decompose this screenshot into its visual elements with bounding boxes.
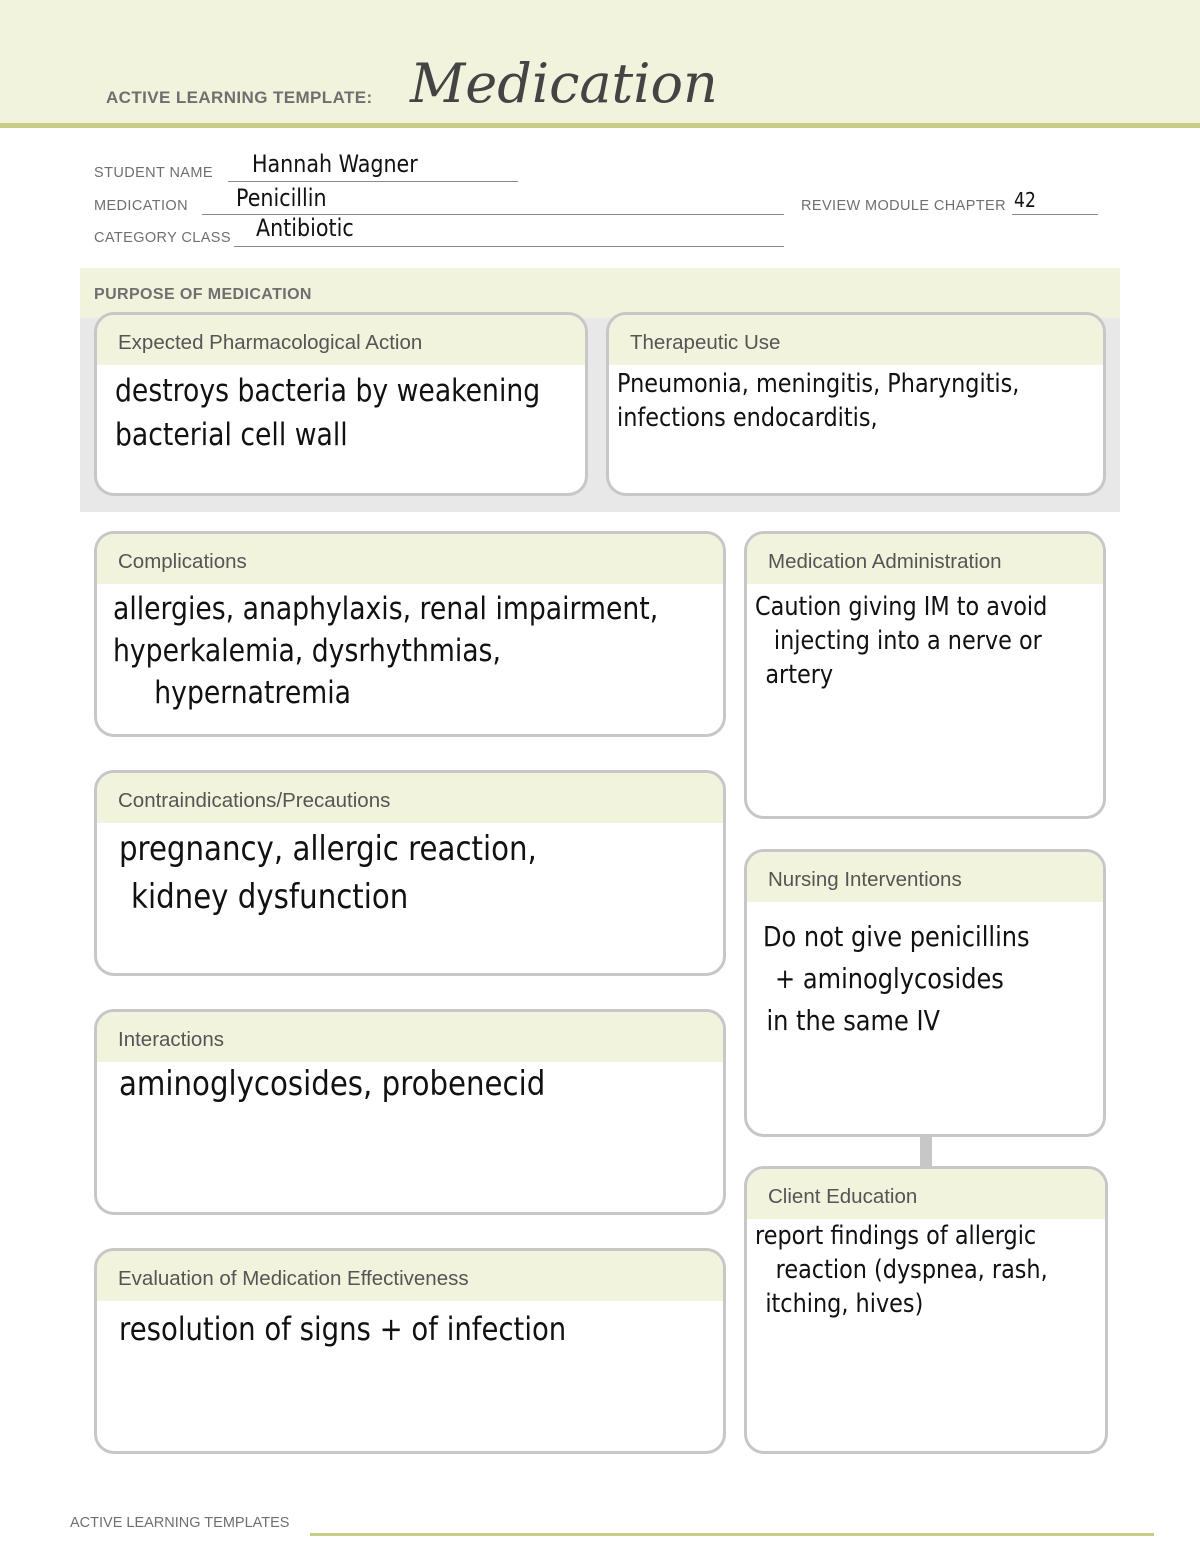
nursing-interventions-title: Nursing Interventions (747, 852, 1103, 902)
interactions-title: Interactions (97, 1012, 723, 1062)
connector-line (920, 1134, 932, 1166)
nursing-interventions-line: Do not give penicillins (763, 920, 1030, 953)
therapeutic-use-line: Pneumonia, meningitis, Pharyngitis, (617, 369, 1020, 399)
administration-line: artery (765, 660, 834, 690)
therapeutic-use-box[interactable] (606, 312, 1106, 496)
evaluation-title: Evaluation of Medication Effectiveness (97, 1251, 723, 1301)
complications-line: hypernatremia (154, 675, 351, 711)
interactions-content (97, 1062, 723, 1106)
evaluation-content (97, 1301, 723, 1351)
review-module-chapter-label: REVIEW MODULE CHAPTER (801, 198, 1006, 214)
purpose-label: PURPOSE OF MEDICATION (94, 286, 312, 303)
therapeutic-use-title: Therapeutic Use (609, 315, 1103, 365)
administration-content (747, 584, 1103, 692)
complications-line: hyperkalemia, dysrhythmias, (113, 633, 501, 669)
contraindications-line: kidney dysfunction (131, 877, 409, 917)
expected-action-content (97, 365, 585, 457)
therapeutic-use-content (609, 365, 1103, 435)
category-class-label: CATEGORY CLASS (94, 230, 231, 246)
template-prefix: ACTIVE LEARNING TEMPLATE: (106, 88, 373, 107)
administration-line: injecting into a nerve or (773, 626, 1042, 656)
client-education-box[interactable] (744, 1166, 1108, 1454)
client-education-line: itching, hives) (765, 1289, 924, 1319)
evaluation-box[interactable] (94, 1248, 726, 1454)
administration-title: Medication Administration (747, 534, 1103, 584)
review-module-chapter-line (1012, 214, 1098, 215)
medication-label: MEDICATION (94, 198, 188, 214)
footer-rule (310, 1533, 1154, 1536)
complications-box[interactable] (94, 531, 726, 737)
contraindications-line: pregnancy, allergic reaction, (119, 829, 537, 869)
administration-box[interactable] (744, 531, 1106, 819)
footer-text: ACTIVE LEARNING TEMPLATES (70, 1515, 290, 1531)
client-education-line: report findings of allergic (755, 1221, 1037, 1251)
nursing-interventions-line: + aminoglycosides (775, 962, 1004, 995)
expected-action-title: Expected Pharmacological Action (97, 315, 585, 365)
category-class-value[interactable]: Antibiotic (256, 214, 354, 242)
interactions-box[interactable] (94, 1009, 726, 1215)
expected-action-line: destroys bacteria by weakening (115, 373, 541, 409)
client-education-title: Client Education (747, 1169, 1105, 1219)
contraindications-title: Contraindications/Precautions (97, 773, 723, 823)
medication-value[interactable]: Penicillin (236, 184, 327, 212)
contraindications-box[interactable] (94, 770, 726, 976)
student-name-value[interactable]: Hannah Wagner (252, 150, 418, 178)
expected-action-box[interactable] (94, 312, 588, 496)
header-divider (0, 123, 1200, 128)
expected-action-line: bacterial cell wall (115, 417, 348, 453)
client-education-line: reaction (dyspnea, rash, (775, 1255, 1048, 1285)
complications-content (97, 584, 723, 714)
therapeutic-use-line: infections endocarditis, (617, 403, 878, 433)
category-class-line (234, 246, 784, 247)
complications-title: Complications (97, 534, 723, 584)
review-module-chapter-value[interactable]: 42 (1014, 188, 1036, 212)
interactions-line: aminoglycosides, probenecid (119, 1064, 546, 1104)
evaluation-line: resolution of signs + of infection (119, 1310, 567, 1348)
complications-line: allergies, anaphylaxis, renal impairment, (113, 591, 659, 627)
contraindications-content (97, 823, 723, 921)
nursing-interventions-line: in the same IV (766, 1004, 941, 1037)
template-title: Medication (410, 52, 718, 115)
nursing-interventions-box[interactable] (744, 849, 1106, 1137)
administration-line: Caution giving IM to avoid (755, 592, 1048, 622)
nursing-interventions-content (747, 902, 1103, 1042)
student-name-label: STUDENT NAME (94, 165, 213, 181)
client-education-content (747, 1219, 1105, 1321)
student-name-line (228, 181, 518, 182)
